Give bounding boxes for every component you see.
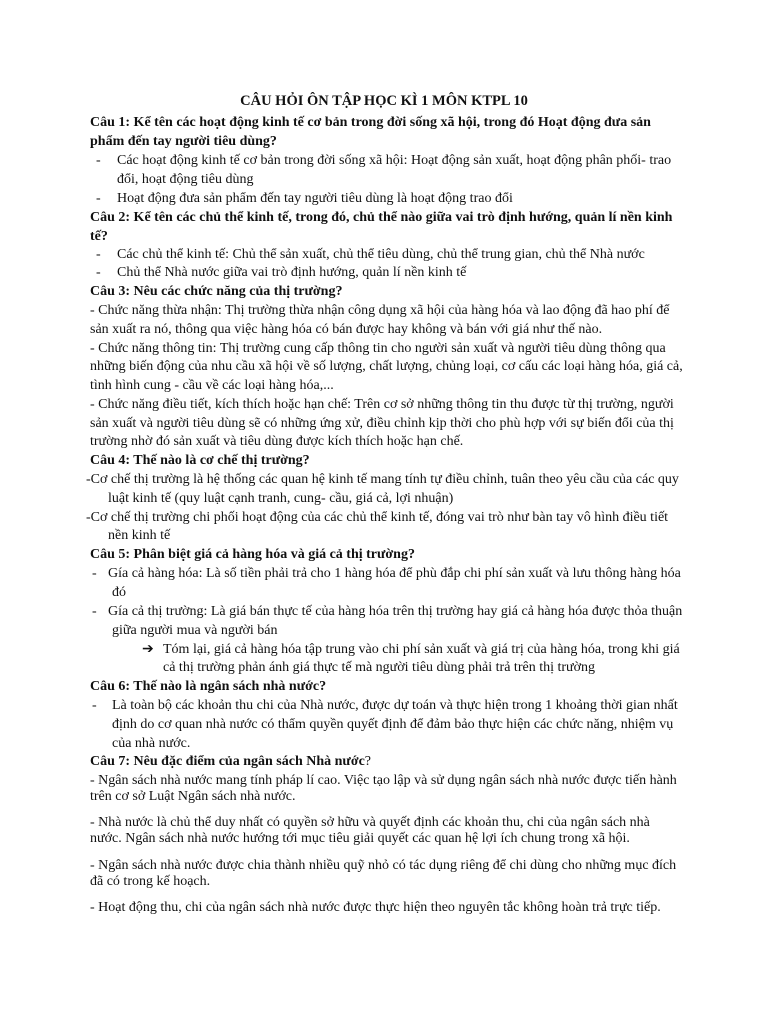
question-1-line-1: Câu 1: Kể tên các hoạt động kinh tế cơ bản trong đời sống xã hội, trong đó Hoạt động đưa sản [90,115,651,130]
q7-para-2-line-1: - Nhà nước là chủ thể duy nhất có quyền sở hữu và quyết định các khoản thu, chi của ngân sách nhà [90,815,650,830]
q3-para-2-line-2: những biến động của nhu cầu xã hội về số lượng, chất lượng, chủng loại, cơ cấu các loại hàng hóa, giá cả, [90,359,683,374]
q7-para-4: - Hoạt động thu, chi của ngân sách nhà nước được thực hiện theo nguyên tắc không hoàn trả trực tiếp. [90,900,661,915]
page-title: CÂU HỎI ÔN TẬP HỌC KÌ 1 MÔN KTPL 10 [240,93,528,109]
q3-para-3-line-3: trường nhờ đó sản xuất và tiêu dùng được kích thích hoặc hạn chế. [90,434,464,449]
q3-para-3-line-2: sản xuất và người tiêu dùng sẽ có những ứng xử, điều chỉnh kịp thời cho phù hợp với sự biến đổi của thị [90,416,674,431]
q3-para-2-line-3: tình hình cung - cầu về các loại hàng hóa,... [90,378,334,393]
bullet-dash: - [96,247,101,262]
q6-bullet-1-line-1: Là toàn bộ các khoản thu chi của Nhà nước, được dự toán và thực hiện trong 1 khoảng thời gian nhất [112,698,678,713]
question-2-line-1: Câu 2: Kể tên các chủ thể kinh tế, trong đó, chủ thể nào giữa vai trò định hướng, quản lí nền kinh [90,210,673,225]
question-4-heading: Câu 4: Thế nào là cơ chế thị trường? [90,453,310,468]
q5-bullet-2-line-1: Gía cả thị trường: Là giá bán thực tế của hàng hóa trên thị trường hay giá cả hàng hóa được thỏa thuận [108,604,683,619]
q7-para-1-line-2: trên cơ sở Luật Ngân sách nhà nước. [90,789,296,804]
bullet-dash: - [96,191,101,206]
q5-bullet-1-line-2: đó [112,585,126,600]
q3-para-1-line-1: - Chức năng thừa nhận: Thị trường thừa nhận công dụng xã hội của hàng hóa và lao động đã hao phí để [90,303,670,318]
q3-para-1-line-2: sản xuất ra nó, thông qua việc hàng hóa có bán được hay không và bán với giá như thế nào. [90,322,603,337]
question-7-heading [90,752,690,771]
q4-para-2-line-2: nền kinh tế [108,528,171,543]
q7-para-3-line-2: đã có trong kế hoạch. [90,874,211,889]
q3-para-2-line-1: - Chức năng thông tin: Thị trường cung cấp thông tin cho người sản xuất và người tiêu dùng thông qua [90,341,666,356]
q1-bullet-2: Hoạt động đưa sản phẩm đến tay người tiêu dùng là hoạt động trao đổi [117,191,513,206]
q3-para-3-line-1: - Chức năng điều tiết, kích thích hoặc hạn chế: Trên cơ sở những thông tin thu được từ thị trường, người [90,397,674,412]
bullet-dash: - [92,566,97,581]
question-7-heading-text: Câu 7: Nêu đặc điểm của ngân sách Nhà nước [90,754,365,769]
q6-bullet-1-line-2: định do cơ quan nhà nước có thẩm quyền quyết định để đảm bảo thực hiện các chức năng, nhiệm vụ [112,717,674,732]
q5-bullet-2-line-2: giữa người mua và người bán [112,623,278,638]
arrow-bullet-icon: ➔ [142,642,154,657]
q1-bullet-1-line-1: Các hoạt động kinh tế cơ bản trong đời sống xã hội: Hoạt động sản xuất, hoạt động phân phối- trao [117,153,672,168]
q7-para-1-line-1: - Ngân sách nhà nước mang tính pháp lí cao. Việc tạo lập và sử dụng ngân sách nhà nước được tiến hành [90,773,677,788]
q7-para-3-line-1: - Ngân sách nhà nước được chia thành nhiều quỹ nhỏ có tác dụng riêng để chi dùng cho những mục đích [90,858,677,873]
q2-bullet-1: Các chủ thể kinh tế: Chủ thể sản xuất, chủ thể tiêu dùng, chủ thể trung gian, chủ thể Nhà nước [117,247,645,262]
bullet-dash: - [96,265,101,280]
question-5-heading: Câu 5: Phân biệt giá cả hàng hóa và giá cả thị trường? [90,547,415,562]
q7-para-2-line-2: nước. Ngân sách nhà nước hướng tới mục tiêu giải quyết các quan hệ lợi ích chung trong xã hội. [90,831,630,846]
q5-summary-line-1: Tóm lại, giá cả hàng hóa tập trung vào chi phí sản xuất và giá trị của hàng hóa, trong khi giá [163,642,680,657]
q6-bullet-1-line-3: của nhà nước. [112,736,191,751]
question-6-heading: Câu 6: Thế nào là ngân sách nhà nước? [90,679,327,694]
q1-bullet-1-line-2: đổi, hoạt động tiêu dùng [117,172,254,187]
question-1-line-2: phẩm đến tay người tiêu dùng? [90,134,277,149]
bullet-dash: - [96,153,101,168]
q4-para-1-line-1: -Cơ chế thị trường là hệ thống các quan hệ kinh tế mang tính tự điều chỉnh, tuân theo yêu cầu của các quy [86,472,679,487]
q4-para-2-line-1: -Cơ chế thị trường chi phối hoạt động của các chủ thể kinh tế, đóng vai trò như bàn tay vô hình điều tiết [86,510,669,525]
question-1-heading [90,113,690,151]
bullet-dash: - [92,604,97,619]
q5-bullet-1-line-1: Gía cả hàng hóa: Là số tiền phải trả cho 1 hàng hóa để phù đắp chi phí sản xuất và lưu thông hàng hóa [108,566,681,581]
q2-bullet-2: Chủ thể Nhà nước giữa vai trò định hướng, quản lí nền kinh tế [117,265,467,280]
q5-summary-line-2: cả thị trường phản ánh giá thực tế mà người tiêu dùng phải trả trên thị trường [163,660,596,675]
question-3-heading: Câu 3: Nêu các chức năng của thị trường? [90,284,343,299]
question-7-heading-mark: ? [364,754,372,769]
bullet-dash: - [92,698,97,713]
q4-para-1-line-2: luật kinh tế (quy luật cạnh tranh, cung- cầu, giá cả, lợi nhuận) [108,491,454,506]
question-2-heading [90,208,690,246]
question-2-line-2: tế? [90,229,108,244]
